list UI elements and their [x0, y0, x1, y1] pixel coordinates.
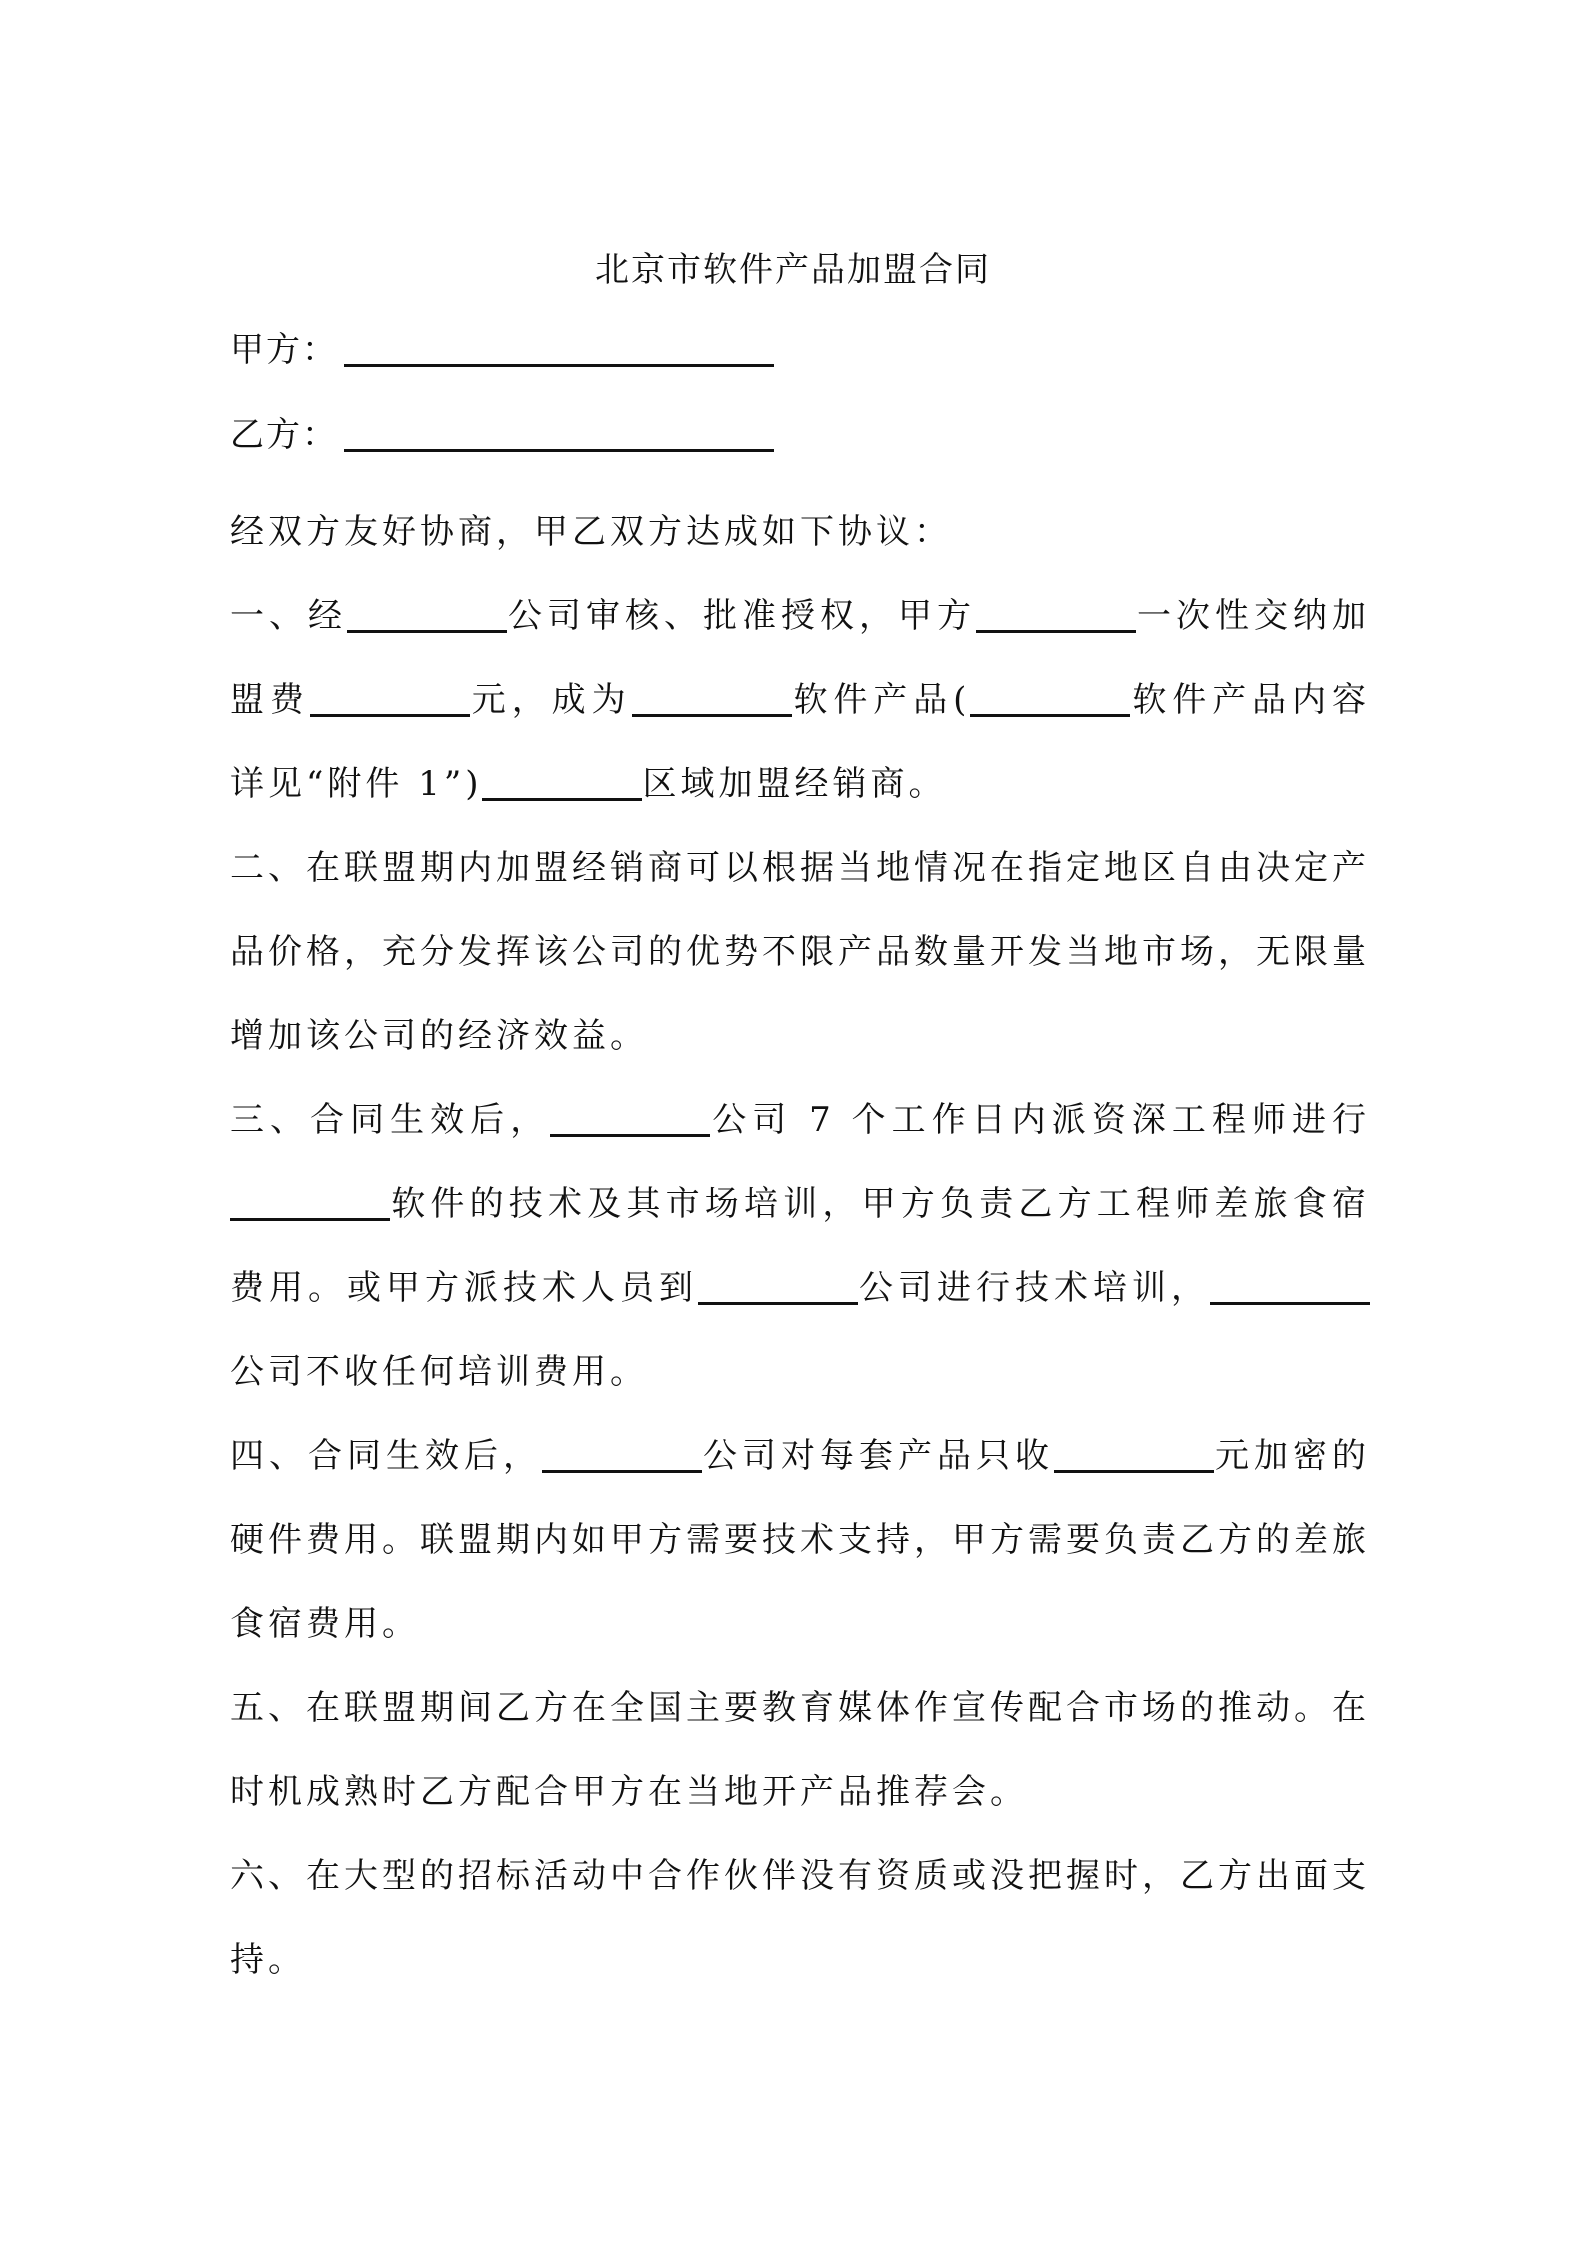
blank-line [310, 678, 470, 717]
party-a-blank [344, 326, 774, 367]
clause-2: 二、在联盟期内加盟经销商可以根据当地情况在指定地区自由决定产品价格，充分发挥该公司的优势不限产品数量开发当地市场，无限量增加该公司的经济效益。 [230, 848, 1370, 1056]
party-b-row [230, 405, 774, 465]
clause-3-text: 三、合同生效后， [230, 1100, 551, 1140]
party-b-blank [344, 411, 774, 452]
blank-line [976, 594, 1136, 633]
intro-paragraph: 经双方友好协商，甲乙双方达成如下协议： [230, 512, 952, 552]
clause-3-text: 公司不收任何培训费用。 [230, 1352, 648, 1392]
blank-line [632, 678, 792, 717]
clause-4-text: 元加密的硬件费用。联盟期内如甲方需要技术支持，甲方需要负责乙方的差旅食宿费用。 [230, 1436, 1370, 1644]
blank-line [550, 1098, 710, 1137]
clause-1-text: 软件产品内容详见“附件 1”) [230, 680, 1371, 804]
clause-5: 五、在联盟期间乙方在全国主要教育媒体作宣传配合市场的推动。在时机成熟时乙方配合甲方在当地开产品推荐会。 [230, 1688, 1370, 1812]
blank-line [970, 678, 1130, 717]
clause-1-text: 一次性交纳加盟费 [230, 596, 1370, 720]
clause-4 [230, 1414, 1370, 1666]
clause-1-text: 区域加盟经销商。 [642, 764, 947, 804]
clause-1-text: 一、经 [230, 596, 347, 636]
clause-3 [230, 1078, 1370, 1414]
party-a-label: 甲方： [230, 330, 338, 370]
blank-line [230, 1182, 390, 1221]
clause-1 [230, 574, 1370, 826]
clause-6: 六、在大型的招标活动中合作伙伴没有资质或没把握时，乙方出面支持。 [230, 1856, 1370, 1980]
clause-1-text: 软件产品( [791, 680, 971, 720]
blank-line [1054, 1434, 1214, 1473]
clause-1-text: 公司审核、批准授权，甲方 [507, 596, 976, 636]
contract-body [230, 490, 1370, 2002]
clause-3-text: 公司进行技术培训， [858, 1268, 1210, 1308]
party-b-label: 乙方： [230, 415, 338, 455]
clause-4-text: 四、合同生效后， [230, 1436, 542, 1476]
blank-line [698, 1266, 858, 1305]
clause-3-text: 公司 7 个工作日内派资深工程师进行 [710, 1100, 1371, 1140]
clause-1-text: 元，成为 [469, 680, 632, 720]
blank-line [347, 594, 507, 633]
document-title: 北京市软件产品加盟合同 [595, 250, 991, 290]
party-a-row [230, 320, 774, 380]
clause-3-text: 软件的技术及其市场培训，甲方负责乙方工程师差旅食宿费用。或甲方派技术人员到 [230, 1184, 1370, 1308]
clause-4-text: 公司对每套产品只收 [702, 1436, 1054, 1476]
blank-line [542, 1434, 702, 1473]
blank-line [482, 762, 642, 801]
blank-line [1210, 1266, 1370, 1305]
